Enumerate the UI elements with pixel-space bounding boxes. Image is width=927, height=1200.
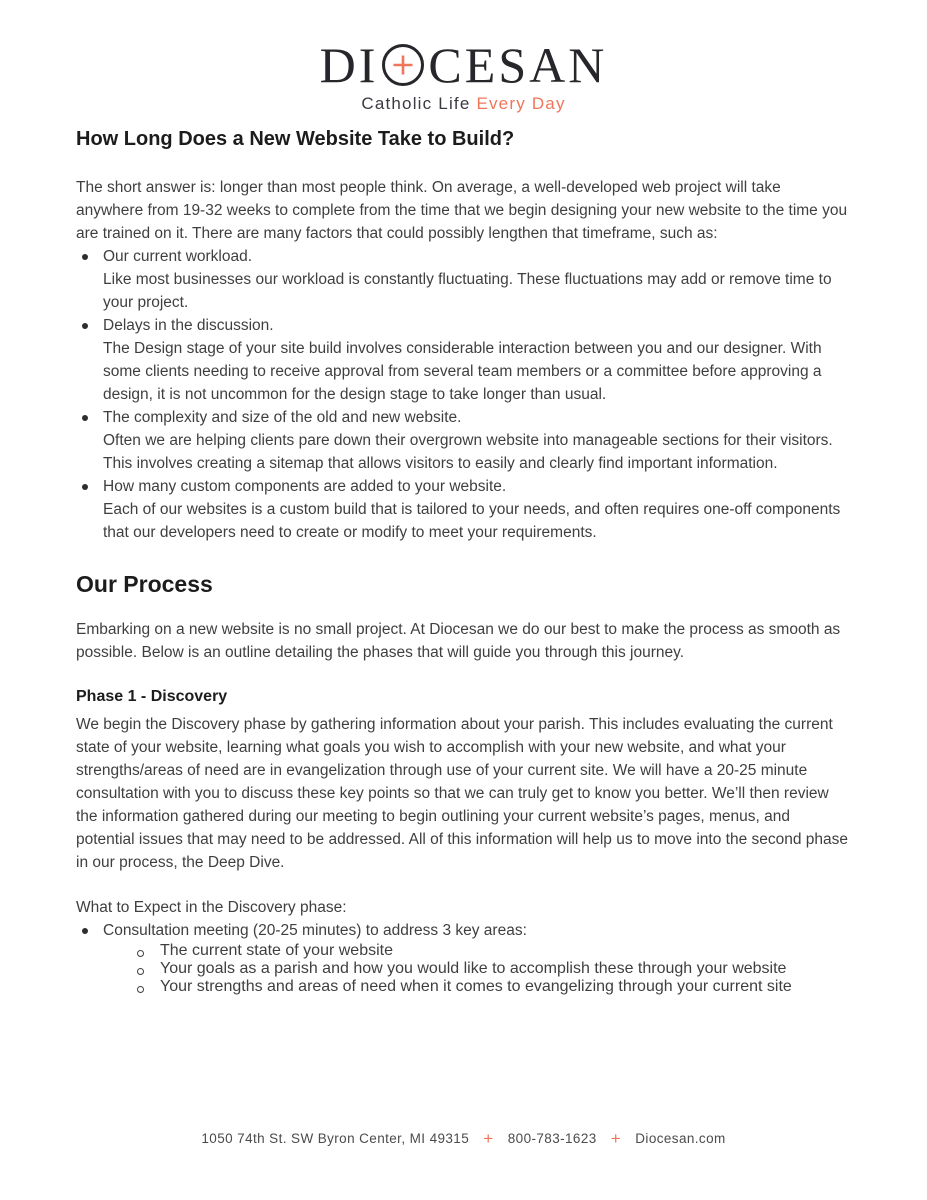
bullet-icon — [82, 484, 88, 490]
sub-list-item-text: Your strengths and areas of need when it comes to evangelizing through your current site — [160, 978, 792, 996]
circle-bullet-icon — [137, 986, 144, 993]
list-item-title: How many custom components are added to your website. — [103, 478, 507, 495]
expect-list — [76, 919, 851, 942]
page-title: How Long Does a New Website Take to Build? — [76, 128, 515, 150]
list-item-title: Our current workload. — [103, 248, 253, 265]
list-item — [76, 245, 851, 314]
circle-bullet-icon — [137, 950, 144, 957]
phase1-paragraph: We begin the Discovery phase by gathering information about your parish. This includes evaluating the current state of your website, learning what goals you wish to accomplish with your new website, and what your strengths/areas of need are in evangelization through use of your current site. We will have a 20-25 minute consultation with you to discuss these key points so that we can truly get to know you better. We’ll then review the information gathered during our meeting to begin outlining your current website’s pages, menus, and potential issues that may need to be addressed. All of this information will help us to move into the second phase in our process, the Deep Dive. — [76, 716, 849, 872]
sub-list-item — [76, 960, 851, 978]
list-item-body: Often we are helping clients pare down their overgrown website into manageable sections for their visitors. This involves creating a sitemap that allows visitors to easily and clearly find important information. — [103, 432, 833, 472]
list-item — [76, 406, 851, 475]
sub-list-item-text: Your goals as a parish and how you would like to accomplish these through your website — [160, 960, 787, 978]
circle-bullet-icon — [137, 968, 144, 975]
bullet-icon — [82, 415, 88, 421]
diocesan-logo — [76, 37, 851, 114]
list-item-body: Like most businesses our workload is constantly fluctuating. These fluctuations may add or remove time to your project. — [103, 271, 832, 311]
list-item-title: Consultation meeting (20-25 minutes) to address 3 key areas: — [103, 922, 527, 940]
list-item-title: The complexity and size of the old and new website. — [103, 409, 462, 426]
expect-sublist — [76, 942, 851, 996]
factors-list — [76, 245, 851, 544]
tagline-accent: Every Day — [476, 94, 566, 113]
footer-phone: 800-783-1623 — [507, 1131, 597, 1146]
bullet-icon — [82, 254, 88, 260]
logo-tagline — [76, 94, 851, 114]
list-item — [76, 475, 851, 544]
process-paragraph: Embarking on a new website is no small project. At Diocesan we do our best to make the process as smooth as possible. Below is an outline detailing the phases that will guide you through this journey. — [76, 620, 841, 661]
sub-list-item — [76, 942, 851, 960]
footer-website: Diocesan.com — [635, 1131, 726, 1146]
list-item-title: Delays in the discussion. — [103, 317, 274, 334]
sub-list-item — [76, 978, 851, 996]
page-footer — [0, 1128, 927, 1148]
logo-o-cross-icon — [382, 44, 424, 86]
logo-text-end: CESAN — [428, 37, 608, 93]
plus-separator-icon: + — [610, 1129, 622, 1148]
expect-intro: What to Expect in the Discovery phase: — [76, 899, 347, 917]
footer-address: 1050 74th St. SW Byron Center, MI 49315 — [201, 1131, 470, 1146]
sub-list-item-text: The current state of your website — [160, 942, 393, 960]
tagline-dark: Catholic Life — [361, 94, 471, 113]
logo-wordmark — [76, 37, 851, 93]
phase1-heading: Phase 1 - Discovery — [76, 687, 228, 705]
logo-text-start: DI — [319, 37, 379, 93]
list-item — [76, 919, 851, 942]
section-title-our-process: Our Process — [76, 571, 213, 597]
list-item-body: The Design stage of your site build involves considerable interaction between you and our designer. With some clients needing to receive approval from several team members or a committee before approving a design, it is not uncommon for the design stage to take longer than usual. — [103, 340, 822, 403]
plus-separator-icon: + — [483, 1129, 494, 1148]
list-item-body: Each of our websites is a custom build that is tailored to your needs, and often requires one-off components that our developers need to create or modify to meet your requirements. — [103, 501, 841, 541]
bullet-icon — [82, 323, 88, 329]
bullet-icon — [82, 928, 88, 934]
list-item — [76, 314, 851, 406]
intro-paragraph: The short answer is: longer than most people think. On average, a well-developed web project will take anywhere from 19-32 weeks to complete from the time that we begin designing your new website to the time you are trained on it. There are many factors that could possibly lengthen that timeframe, such as: — [76, 179, 848, 242]
